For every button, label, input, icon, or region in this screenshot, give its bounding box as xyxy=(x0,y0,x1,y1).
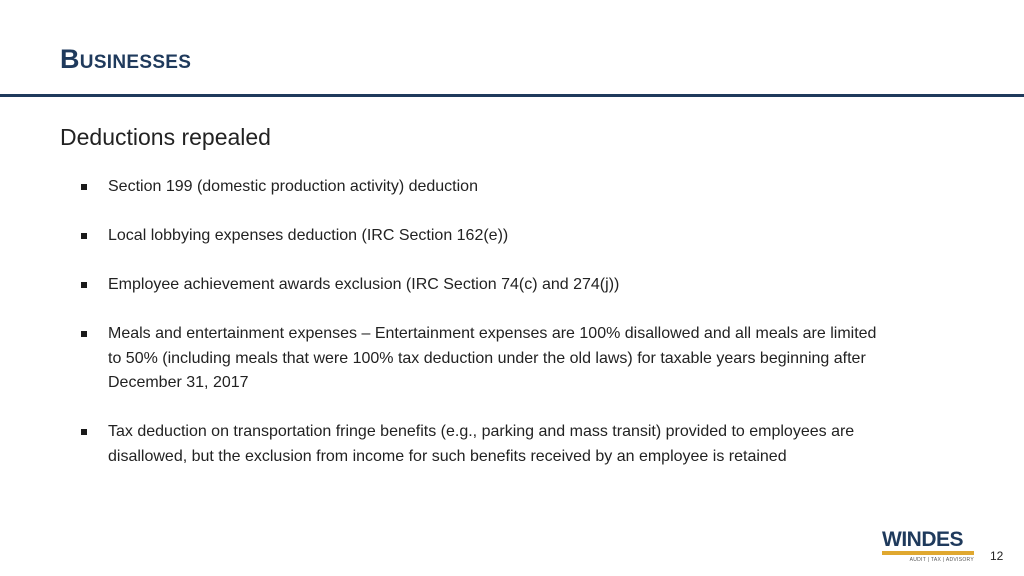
square-bullet-icon xyxy=(81,184,87,190)
page-number: 12 xyxy=(990,549,1004,563)
bullet-text: Local lobbying expenses deduction (IRC Section 162(e)) xyxy=(108,227,509,244)
bullet-text: Section 199 (domestic production activity) deduction xyxy=(108,178,478,195)
bullet-text: Meals and entertainment expenses – Entertainment expenses are 100% disallowed and all meals are limited to 50% (including meals that were 100% tax deduction under the old laws) for taxable years beginning after December 31, 2017 xyxy=(108,325,877,391)
logo-accent-bar xyxy=(882,551,974,555)
bullet-item xyxy=(78,224,878,249)
square-bullet-icon xyxy=(81,233,87,239)
company-logo xyxy=(882,528,974,566)
bullet-item xyxy=(78,322,878,396)
bullet-item xyxy=(78,175,878,200)
square-bullet-icon xyxy=(81,331,87,337)
slide-title: Businesses xyxy=(60,44,192,74)
logo-wordmark: WINDES xyxy=(882,528,963,551)
slide-subtitle: Deductions repealed xyxy=(60,124,271,150)
bullet-text: Tax deduction on transportation fringe benefits (e.g., parking and mass transit) provided to employees are disallowed, but the exclusion from income for such benefits received by an employee is retained xyxy=(108,423,855,465)
logo-tagline: AUDIT | TAX | ADVISORY xyxy=(909,557,974,563)
bullet-item xyxy=(78,420,878,469)
square-bullet-icon xyxy=(81,429,87,435)
square-bullet-icon xyxy=(81,282,87,288)
title-divider xyxy=(0,94,1024,97)
bullet-item xyxy=(78,273,878,298)
bullet-list xyxy=(78,175,878,494)
bullet-text: Employee achievement awards exclusion (IRC Section 74(c) and 274(j)) xyxy=(108,276,620,293)
